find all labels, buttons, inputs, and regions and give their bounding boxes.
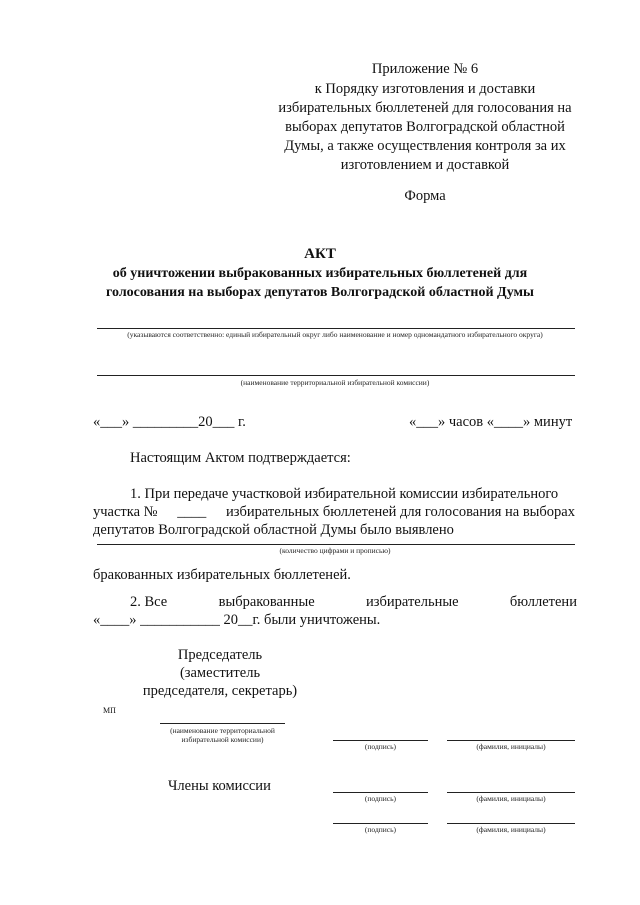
paragraph-1-line-1: 1. При передаче участковой избирательной комиссии избирательного xyxy=(130,486,559,502)
paragraph-2-word-3: избирательные xyxy=(366,594,459,610)
paragraph-1-station-blank[interactable]: ____ xyxy=(177,504,207,520)
quantity-field-caption: (количество цифрами и прописью) xyxy=(279,546,391,555)
chairman-name-caption: (фамилия, инициалы) xyxy=(476,742,546,751)
member-1-name-caption: (фамилия, инициалы) xyxy=(476,794,546,803)
chairman-signature-line[interactable] xyxy=(333,740,428,741)
district-field-caption: (указываются соответственно: единый избирательный округ либо наименование и номер одномандатного избирательного округа) xyxy=(127,330,543,339)
stamp-placeholder: МП xyxy=(103,706,116,715)
appendix-number: Приложение № 6 xyxy=(371,61,479,77)
paragraph-1-station-rest: избирательных бюллетеней для голосования на выборах xyxy=(225,504,575,520)
appendix-line-4: Думы, а также осуществления контроля за их xyxy=(284,138,566,154)
chairman-signature-caption: (подпись) xyxy=(364,742,397,751)
member-1-signature-line[interactable] xyxy=(333,792,428,793)
member-2-name-line[interactable] xyxy=(447,823,575,824)
commission-name-line[interactable] xyxy=(160,723,285,724)
paragraph-2-line-2[interactable]: «____» ___________ 20__г. были уничтожены. xyxy=(93,612,381,628)
commission-name-caption-2: избирательной комиссии) xyxy=(181,735,264,744)
member-2-signature-line[interactable] xyxy=(333,823,428,824)
member-1-name-line[interactable] xyxy=(447,792,575,793)
act-date[interactable]: «___» _________20___ г. xyxy=(93,414,246,430)
paragraph-1-line-4: бракованных избирательных бюллетеней. xyxy=(93,567,351,583)
appendix-line-5: изготовлением и доставкой xyxy=(340,157,510,173)
document-subtitle-line-2: голосования на выборах депутатов Волгоградской областной Думы xyxy=(106,285,534,300)
chairman-name-line[interactable] xyxy=(447,740,575,741)
appendix-line-2: избирательных бюллетеней для голосования на xyxy=(278,100,572,116)
chairman-label-1: Председатель xyxy=(177,647,263,663)
document-title: АКТ xyxy=(304,246,336,262)
paragraph-1-line-3: депутатов Волгоградской областной Думы было выявлено xyxy=(93,522,454,538)
quantity-field-line[interactable] xyxy=(97,544,575,545)
paragraph-1-line-2 xyxy=(93,503,575,522)
paragraph-2-word-4: бюллетени xyxy=(509,594,577,610)
member-2-name-caption: (фамилия, инициалы) xyxy=(476,825,546,834)
appendix-line-3: выборах депутатов Волгоградской областной xyxy=(285,119,565,135)
chairman-label-3: председателя, секретарь) xyxy=(142,683,298,699)
member-1-signature-caption: (подпись) xyxy=(364,794,397,803)
confirm-text: Настоящим Актом подтверждается: xyxy=(130,450,351,466)
members-label: Члены комиссии xyxy=(168,778,271,794)
district-field-line[interactable] xyxy=(97,328,575,329)
form-label: Форма xyxy=(404,188,446,204)
commission-name-caption-1: (наименование территориальной xyxy=(170,726,275,735)
chairman-label-2: (заместитель xyxy=(179,665,261,681)
paragraph-2-word-2: выбракованные xyxy=(218,594,315,610)
act-time[interactable]: «___» часов «____» минут xyxy=(409,414,573,430)
paragraph-2-line-1 xyxy=(130,593,577,612)
commission-field-line[interactable] xyxy=(97,375,575,376)
member-2-signature-caption: (подпись) xyxy=(364,825,397,834)
document-subtitle-line-1: об уничтожении выбракованных избирательных бюллетеней для xyxy=(112,266,528,281)
paragraph-1-station-label: участка № xyxy=(93,504,158,520)
commission-field-caption: (наименование территориальной избирательной комиссии) xyxy=(240,378,430,387)
appendix-line-1: к Порядку изготовления и доставки xyxy=(314,81,536,97)
paragraph-2-word-1: 2. Все xyxy=(130,594,168,610)
